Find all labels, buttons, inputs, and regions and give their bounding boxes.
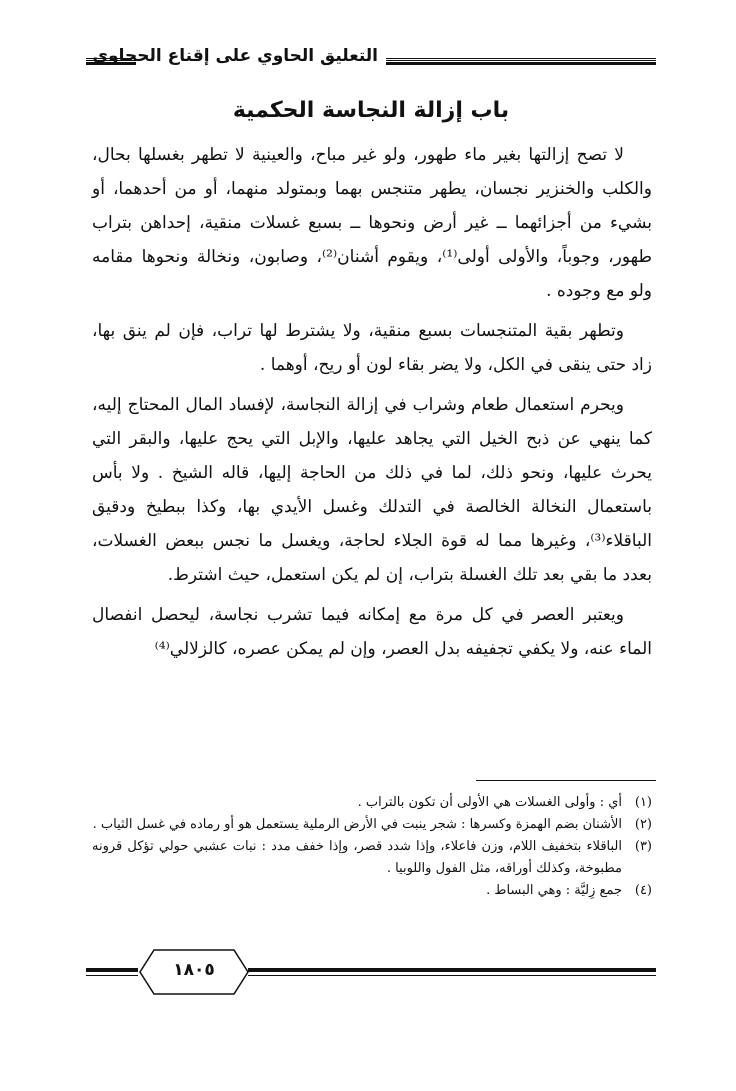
footer-rule-left xyxy=(86,968,138,976)
footnote-text: الباقلاء بتخفيف اللام، وزن فاعلاء، وإذا شدد قصر، وإذا خفف مدد : نبات عشبي حولي تؤكل قرونه مطبوخة، وكذلك أوراقه، مثل الفول واللوبيا . xyxy=(92,839,622,876)
footnote-number: (٢) xyxy=(634,817,652,832)
footnote-separator xyxy=(476,780,656,781)
footnote-text: الأشنان بضم الهمزة وكسرها : شجر ينبت في الأرض الرملية يستعمل هو أو رماده في غسل الثياب . xyxy=(92,817,622,832)
footnote xyxy=(92,792,652,814)
footnote-text: أي : وأولى الغسلات هي الأولى أن تكون بالتراب . xyxy=(357,795,622,810)
footnotes xyxy=(92,792,652,902)
page-number: ١٨٠٥ xyxy=(173,960,215,980)
main-text xyxy=(92,138,652,672)
footnote-number: (١) xyxy=(634,795,652,810)
paragraph: وتطهر بقية المتنجسات بسبع منقية، ولا يشترط لها تراب، فإن لم ينق بها، زاد حتى ينقى في الكل، ولا يضر بقاء لون أو ريح، أوهما . xyxy=(92,321,652,375)
footer-rule-right xyxy=(248,968,656,976)
running-header xyxy=(86,44,656,74)
header-rule-right xyxy=(386,58,656,65)
chapter-title: باب إزالة النجاسة الحكمية xyxy=(232,98,510,123)
footnote xyxy=(92,880,652,902)
footnote-number: (٤) xyxy=(634,883,652,898)
running-header-title: التعليق الحاوي على إقناع الحجاوي xyxy=(92,46,378,66)
page-footer xyxy=(86,946,656,1006)
footnote-number: (٣) xyxy=(634,839,652,854)
paragraph: ويعتبر العصر في كل مرة مع إمكانه فيما تشرب نجاسة، ليحصل انفصال الماء عنه، ولا يكفي تجفيفه بدل العصر، وإن لم يمكن عصره، كالزلالي⁽⁴⁾ xyxy=(92,605,652,659)
paragraph: لا تصح إزالتها بغير ماء طهور، ولو غير مباح، والعينية لا تطهر بغسلها بحال، والكلب والخنزير نجسان، يطهر متنجس بهما وبمتولد منهما، أو من أحدهما، أو بشيء من أجزائهما ــ غير أرض ونحوها ــ بسبع غسلات منقية، إحداهن بتراب طهور، وجوباً، والأولى أولى⁽¹⁾، ويقوم أشنان⁽²⁾، وصابون، ونخالة ونحوها مقامه ولو مع وجوده . xyxy=(92,145,652,301)
footnote xyxy=(92,814,652,836)
footnote xyxy=(92,836,652,880)
footnote-text: جمع زِليَّة : وهي البساط . xyxy=(486,883,622,898)
paragraph: ويحرم استعمال طعام وشراب في إزالة النجاسة، لإفساد المال المحتاج إليه، كما ينهي عن ذبح الخيل التي يجاهد عليها، والإبل التي يحج عليها، والبقر التي يحرث عليها، ونحو ذلك، لما في ذلك من الحاجة إليها، قاله الشيخ . ولا بأس باستعمال النخالة الخالصة في التدلك وغسل الأيدي بها، وكذا ببطيخ ودقيق الباقلاء⁽³⁾، وغيرها مما له قوة الجلاء لحاجة، ويغسل ما نجس ببعض الغسلات، بعدد ما بقي بعد تلك الغسلة بتراب، إن لم يكن استعمل، حيث اشترط. xyxy=(92,395,652,585)
